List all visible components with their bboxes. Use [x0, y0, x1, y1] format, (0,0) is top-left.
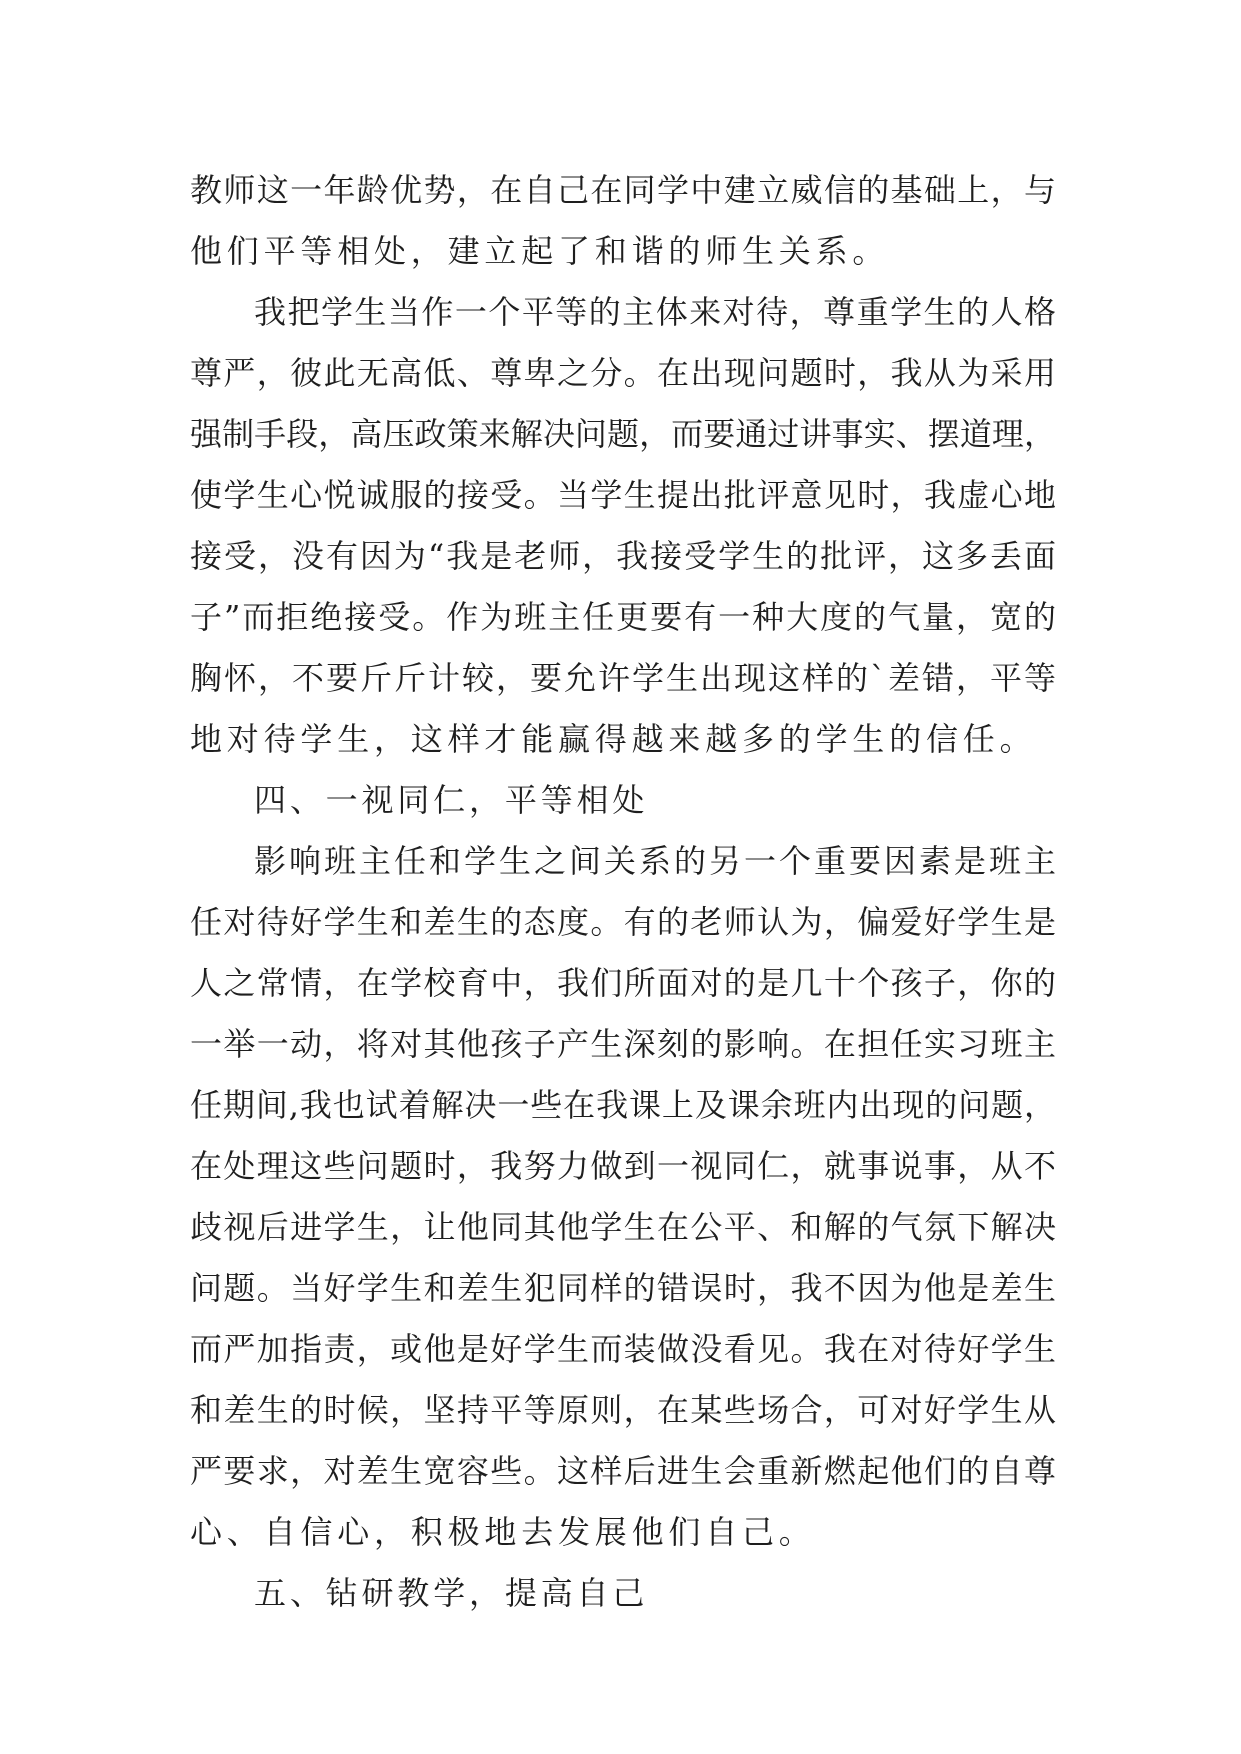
- paragraph-start-line: 我把学生当作一个平等的主体来对待，尊重学生的人格: [254, 293, 1056, 331]
- text-line: 在处理这些问题时，我努力做到一视同仁，就事说事，从不: [190, 1147, 1056, 1185]
- text-line: 子”而拒绝接受。作为班主任更要有一种大度的气量，宽的: [190, 598, 1056, 636]
- text-line: 歧视后进学生，让他同其他学生在公平、和解的气氛下解决: [190, 1208, 1056, 1246]
- text-line: 他们平等相处，建立起了和谐的师生关系。: [190, 232, 890, 270]
- text-line: 胸怀，不要斤斤计较，要允许学生出现这样的`差错，平等: [190, 659, 1056, 697]
- text-line: 问题。当好学生和差生犯同样的错误时，我不因为他是差生: [190, 1269, 1056, 1307]
- text-line: 和差生的时候，坚持平等原则，在某些场合，可对好学生从: [190, 1391, 1056, 1429]
- text-line: 人之常情，在学校育中，我们所面对的是几十个孩子，你的: [190, 964, 1056, 1002]
- text-line: 严要求，对差生宽容些。这样后进生会重新燃起他们的自尊: [190, 1452, 1056, 1490]
- text-line: 地对待学生，这样才能赢得越来越多的学生的信任。: [190, 720, 1037, 758]
- text-line: 而严加指责，或他是好学生而装做没看见。我在对待好学生: [190, 1330, 1056, 1368]
- paragraph-start-line: 影响班主任和学生之间关系的另一个重要因素是班主: [254, 842, 1056, 880]
- text-line: 教师这一年龄优势，在自己在同学中建立威信的基础上，与: [190, 171, 1056, 209]
- text-line: 任期间,我也试着解决一些在我课上及课余班内出现的问题，: [190, 1086, 1056, 1124]
- text-line: 心、自信心，积极地去发展他们自己。: [190, 1513, 816, 1551]
- text-line: 任对待好学生和差生的态度。有的老师认为，偏爱好学生是: [190, 903, 1056, 941]
- text-line: 使学生心悦诚服的接受。当学生提出批评意见时，我虚心地: [190, 476, 1056, 514]
- document-body: [190, 160, 1056, 1624]
- text-line: 一举一动，将对其他孩子产生深刻的影响。在担任实习班主: [190, 1025, 1056, 1063]
- text-line: 接受，没有因为“我是老师，我接受学生的批评，这多丢面: [190, 537, 1056, 575]
- text-line: 尊严，彼此无高低、尊卑之分。在出现问题时，我从为采用: [190, 354, 1056, 392]
- section-heading: 四、一视同仁，平等相处: [254, 781, 649, 819]
- section-heading: 五、钻研教学，提高自己: [254, 1574, 649, 1612]
- text-line: 强制手段，高压政策来解决问题，而要通过讲事实、摆道理，: [190, 415, 1056, 453]
